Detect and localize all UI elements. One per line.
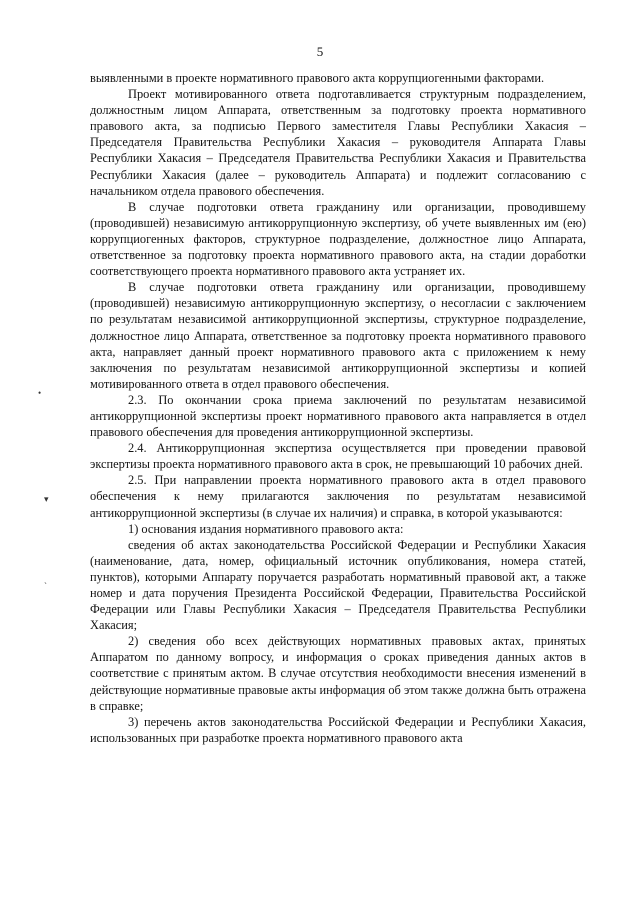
- paragraph: 2.4. Антикоррупционная экспертиза осуществляется при проведении правовой экспертизы проекта нормативного правового акта в срок, не превышающий 10 рабочих дней.: [90, 441, 586, 472]
- paragraph: 3) перечень актов законодательства Российской Федерации и Республики Хакасия, использованных при разработке проекта нормативного правового акта: [90, 714, 586, 745]
- margin-dot-mark: •: [38, 388, 42, 398]
- margin-tick-mark: ▾: [44, 494, 49, 504]
- paragraph: 2.3. По окончании срока приема заключений по результатам независимой антикоррупционной экспертизы проект нормативного правового акта направляется в отдел правового обеспечения для проведения антикоррупционной экспертизы.: [90, 392, 586, 440]
- paragraph: выявленными в проекте нормативного правового акта коррупциогенными факторами.: [90, 71, 545, 85]
- paragraph: 2.5. При направлении проекта нормативного правового акта в отдел правового обеспечения к нему прилагаются заключения по результатам независимой антикоррупционной экспертизы (в случае их наличия) и справка, в которой указываются:: [90, 473, 586, 520]
- document-body: [90, 70, 586, 746]
- paragraph: 2) сведения обо всех действующих нормативных правовых актах, принятых Аппаратом по данному вопросу, и информация о сроках приведения данных актов в соответствие с принятым актом. В случае отсутствия необходимости внесения изменений в действующие нормативные правовые акты информация об этом также должна быть отражена в справке;: [90, 634, 586, 713]
- paragraph: сведения об актах законодательства Российской Федерации и Республики Хакасия (наименование, дата, номер, официальный источник опубликования, номера статей, пунктов), которыми Аппарату поручается разработать нормативный правовой акт, а также номер и дата поручения Президента Российской Федерации, Правительства Российской Федерации или Главы Республики Хакасия – Председателя Правительства Республики Хакасия;: [90, 537, 586, 633]
- paragraph: В случае подготовки ответа гражданину или организации, проводившему (проводившей) независимую антикоррупционную экспертизу, об учете выявленных им (ею) коррупциогенных факторов, структурное подразделение, должностное лицо Аппарата, ответственное за подготовку проекта нормативного правового акта, на стадии доработки соответствующего проекта нормативного правового акта устраняет их.: [90, 199, 586, 279]
- margin-tick-mark: ˎ: [44, 574, 47, 584]
- page-number: 5: [316, 44, 324, 59]
- paragraph: В случае подготовки ответа гражданину или организации, проводившему (проводившей) независимую антикоррупционную экспертизу, о несогласии с заключением по результатам независимой антикоррупционной экспертизы, структурное подразделение, должностное лицо Аппарата, ответственное за подготовку проекта нормативного правового акта, направляет данный проект нормативного правового акта с приложением к нему заключения по результатам независимой антикоррупционной экспертизы и копией мотивированного ответа в отдел правового обеспечения.: [90, 280, 586, 391]
- paragraph: Проект мотивированного ответа подготавливается структурным подразделением, должностным лицом Аппарата, ответственным за подготовку проекта нормативного правового акта, за подписью Первого заместителя Главы Республики Хакасия – Председателя Правительства Республики Хакасия – руководителя Аппарата Главы Республики Хакасия – Председателя Правительства Республики Хакасия и Правительства Республики Хакасия (далее – руководитель Аппарата) и подлежит согласованию с начальником отдела правового обеспечения.: [90, 87, 586, 198]
- paragraph: 1) основания издания нормативного правового акта:: [128, 521, 404, 536]
